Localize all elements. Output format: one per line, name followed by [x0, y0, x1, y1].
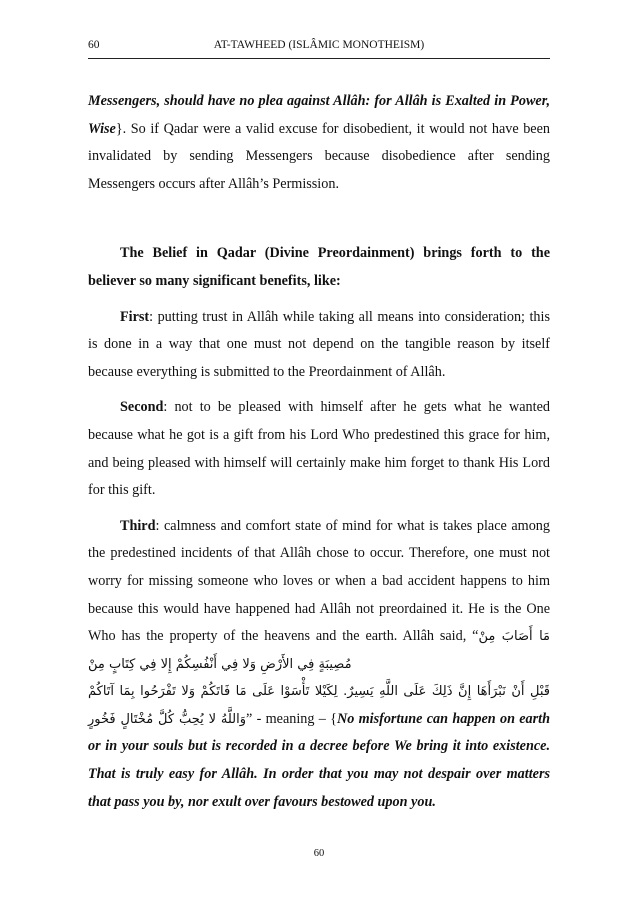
- header-title: AT-TAWHEED (ISLÂMIC MONOTHEISM): [213, 39, 425, 51]
- paragraph-second: [88, 394, 550, 504]
- paragraph-gap: [88, 296, 550, 304]
- paragraph-gap: [88, 505, 550, 513]
- first-text: : putting trust in Allâh while taking all means into consideration; this is done in a way that one must not depend on the tangible reason by itself because everything is submitted to the Preordainment of Allâh.: [88, 308, 550, 380]
- footer-page-number: 60: [313, 848, 325, 859]
- paragraph-third: [88, 513, 550, 679]
- meaning-italic: No misfortune can happen on earth or in your souls but is recorded in a decree before We bring it into existence. That is truly easy for Allâh. In order that you may not despair over matters that pass you by, nor exult over favours bestowed upon you.: [88, 710, 550, 810]
- third-label: Third: [120, 517, 156, 534]
- arabic-verse-part-2: قَبْلِ أَنْ نَبْرَأَهَا إِنَّ ذَلِكَ عَلَى اللَّهِ يَسِيرٌ. لِكَيْلا تَأْسَوْا عَلَى مَا فَاتَكُمْ وَلا تَفْرَحُوا بِمَا آتَاكُمْ: [88, 684, 550, 700]
- meaning-paragraph: [88, 706, 550, 816]
- belief-heading-text: The Belief in Qadar (Divine Preordainment) brings forth to the believer so many significant benefits, like:: [88, 245, 550, 289]
- third-text: : calmness and comfort state of mind for what is takes place among the predestined incidents of that Allâh chose to occur. Therefore, one must not worry for missing someone who loves or when a bad accident happens to him because this would have happened had Allâh not preordained it. He is the One Who has the property of the heavens and the earth. Allâh said, “: [88, 517, 550, 645]
- meaning-prefix: ” - meaning – {: [246, 710, 337, 727]
- arabic-verse-part-1: مَا أَصَابَ مِنْ مُصِيبَةٍ فِي الأَرْضِ وَلا فِي أَنْفُسِكُمْ إِلا فِي كِتَابٍ مِنْ: [88, 629, 550, 672]
- first-label: First: [120, 308, 150, 325]
- paragraph-text: }. So if Qadar were a valid excuse for disobedient, it would not have been invalidated by sending Messengers because disobedience after sending Messengers occurs after Allâh’s Permission.: [88, 120, 550, 192]
- header-rule: [88, 58, 550, 59]
- belief-heading: [88, 240, 550, 295]
- section-gap: [88, 198, 550, 240]
- second-text: : not to be pleased with himself after he gets what he wanted because what he got is a gift from his Lord Who predestined this grace for him, and being pleased with himself will certainly make him forget to thank His Lord for this gift.: [88, 399, 550, 499]
- quote-italic: Messengers, should have no plea against Allâh: for Allâh is Exalted in Power, Wise: [88, 93, 550, 137]
- page-body: [88, 88, 550, 816]
- running-header: [88, 36, 550, 56]
- second-label: Second: [120, 399, 164, 416]
- paragraph-gap: [88, 386, 550, 394]
- paragraph-messengers: [88, 88, 550, 198]
- paragraph-first: [88, 304, 550, 387]
- arabic-verse-part-3: وَاللَّهُ لا يُحِبُّ كُلَّ مُخْتَالٍ فَخُورٍ: [88, 711, 247, 727]
- header-page-number: 60: [88, 39, 100, 51]
